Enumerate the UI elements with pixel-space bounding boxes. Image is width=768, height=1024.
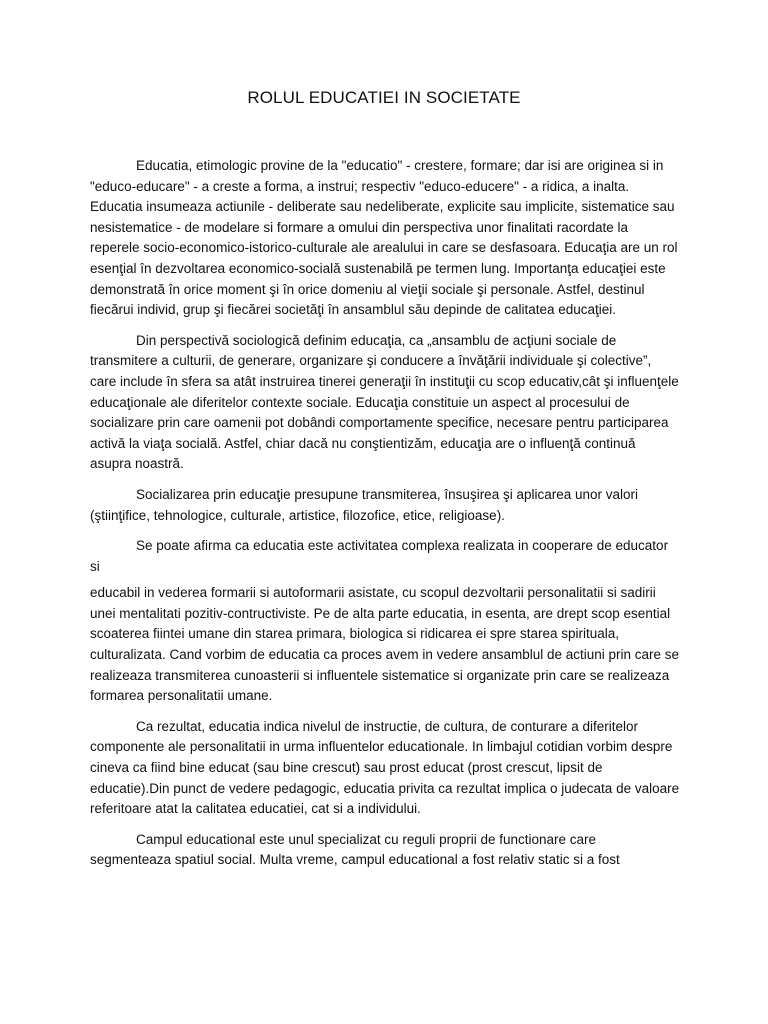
paragraph-sociological-perspective: Din perspectivă sociologică definim educaţia, ca „ansamblu de acţiuni sociale de transmitere a culturii, de generare, organizare şi conducere a învăţării individuale şi colective”, care include în sfera sa atât instruirea tinerei generaţii în instituţii cu scop educativ,cât şi influenţele educaţionale ale diferitelor contexte sociale. Educaţia constituie un aspect al procesului de socializare prin care oamenii pot dobândi comportamente specifice, necesare pentru participarea activă la viaţa socială. Astfel, chiar dacă nu conştientizăm, educaţia are o influenţă continuă asupra noastră. [90, 332, 679, 472]
page-title: ROLUL EDUCATIEI IN SOCIETATE [247, 88, 521, 107]
paragraph-cooperation-start: Se poate afirma ca educatia este activitatea complexa realizata in cooperare de educator si [90, 538, 669, 574]
paragraph-socialization: Socializarea prin educaţie presupune transmiterea, însuşirea şi aplicarea unor valori (ştiinţifice, tehnologice, culturale, artistice, filozofice, etice, religioase). [90, 486, 639, 523]
paragraph-educational-field: Campul educational este unul specializat cu reguli proprii de functionare care segmenteaza spatiul social. Multa vreme, campul educational a fost relativ static si a fost [90, 831, 620, 868]
document-body [90, 156, 680, 881]
paragraph-cooperation-continued: educabil in vederea formarii si autoformarii asistate, cu scopul dezvoltarii personalitatii si sadirii unei mentalitati pozitiv-contructiviste. Pe de alta parte educatia, in esenta, are drept scop esential scoaterea fiintei umane din starea primara, biologica si ridicarea ei spre starea spirituala, culturalizata. Cand vorbim de educatia ca proces avem in vedere ansamblul de actiuni prin care se realizeaza transmiterea cunoasterii si influentele sistematice si organizate prin care se realizeaza formarea personalitatii umane. [90, 585, 680, 704]
paragraph-result: Ca rezultat, educatia indica nivelul de instructie, de cultura, de conturare a diferitelor componente ale personalitatii in urma influentelor educationale. In limbajul cotidian vorbim despre cineva ca fiind bine educat (sau bine crescut) sau prost educat (prost crescut, lipsit de educatie).Din punct de vedere pedagogic, educatia privita ca rezultat implica o judecata de valoare referitoare atat la calitatea educatiei, cat si a individului. [90, 718, 680, 817]
paragraph-etymology: Educatia, etimologic provine de la "educatio" - crestere, formare; dar isi are originea si in "educo-educare" - a creste a forma, a instrui; respectiv "educo-educere" - a ridica, a inalta. Educatia insumeaza actiunile - deliberate sau nedeliberate, explicite sau implicite, sistematice sau nesistematice - de modelare si formare a omului din perspectiva unor finalitati racordate la reperele socio-economico-istorico-culturale ale arealului in care se desfasoara. Educaţia are un rol esenţial în dezvoltarea economico-socială sustenabilă pe termen lung. Importanţa educaţiei este demonstrată în orice moment şi în orice domeniu al vieţii sociale şi personale. Astfel, destinul fiecărui individ, grup şi fiecărei societăţi în ansamblul său depinde de calitatea educaţiei. [90, 158, 678, 318]
